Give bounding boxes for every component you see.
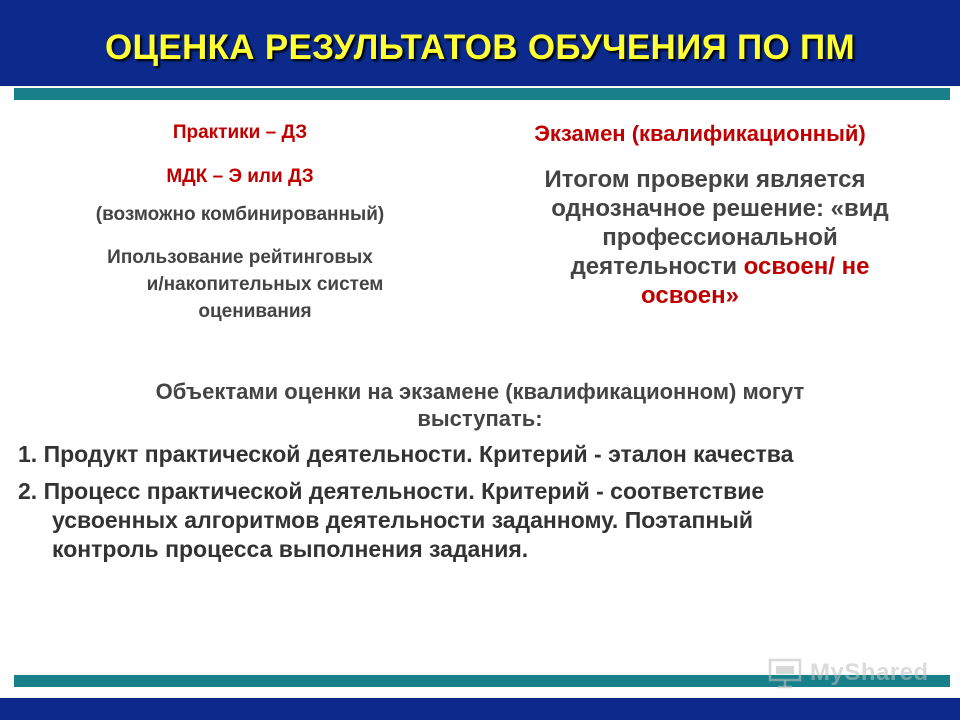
- watermark: [768, 655, 958, 691]
- rating-line-3: оценивания: [198, 301, 312, 322]
- watermark-text: MyShared: [810, 659, 929, 686]
- exam-heading: Экзамен (квалификационный): [534, 121, 866, 146]
- list-item: [18, 477, 938, 564]
- objects-line-1: Объектами оценки на экзамене (квалификационном) могут: [155, 379, 805, 404]
- item-2-line-1: 2. Процесс практической деятельности. Критерий - соответствие: [18, 478, 765, 504]
- slide-title: ОЦЕНКА РЕЗУЛЬТАТОВ ОБУЧЕНИЯ ПО ПМ: [105, 28, 855, 67]
- presentation-icon: [768, 657, 804, 689]
- exam-line-4-red: освоен/ не: [743, 253, 870, 280]
- top-divider: [14, 88, 950, 100]
- mdk-label: МДК – Э или ДЗ: [166, 166, 314, 187]
- exam-line-1: Итогом проверки является: [544, 166, 866, 193]
- rating-line-1: Ипользование рейтинговых: [107, 247, 373, 268]
- exam-line-4-plain: деятельности: [570, 253, 744, 280]
- exam-line-2: однозначное решение: «вид: [551, 195, 889, 222]
- item-2-line-2: усвоенных алгоритмов деятельности заданному. Поэтапный: [52, 507, 754, 533]
- list-item: 1. Продукт практической деятельности. Критерий - эталон качества: [18, 441, 794, 467]
- assessment-objects-heading: [40, 378, 920, 432]
- item-2-line-3: контроль процесса выполнения задания.: [52, 536, 529, 562]
- exam-line-3: профессиональной: [602, 224, 838, 251]
- exam-line-5: освоен»: [641, 282, 739, 309]
- combined-note: (возможно комбинированный): [95, 204, 385, 225]
- objects-line-2: выступать:: [417, 406, 543, 431]
- footer-bar: [0, 698, 960, 720]
- rating-systems-text: [40, 244, 440, 325]
- practice-label: Практики – ДЗ: [172, 122, 308, 143]
- exam-line-4: [500, 252, 910, 281]
- exam-result-text: [500, 165, 910, 310]
- rating-line-2: и/накопительных систем: [146, 274, 384, 295]
